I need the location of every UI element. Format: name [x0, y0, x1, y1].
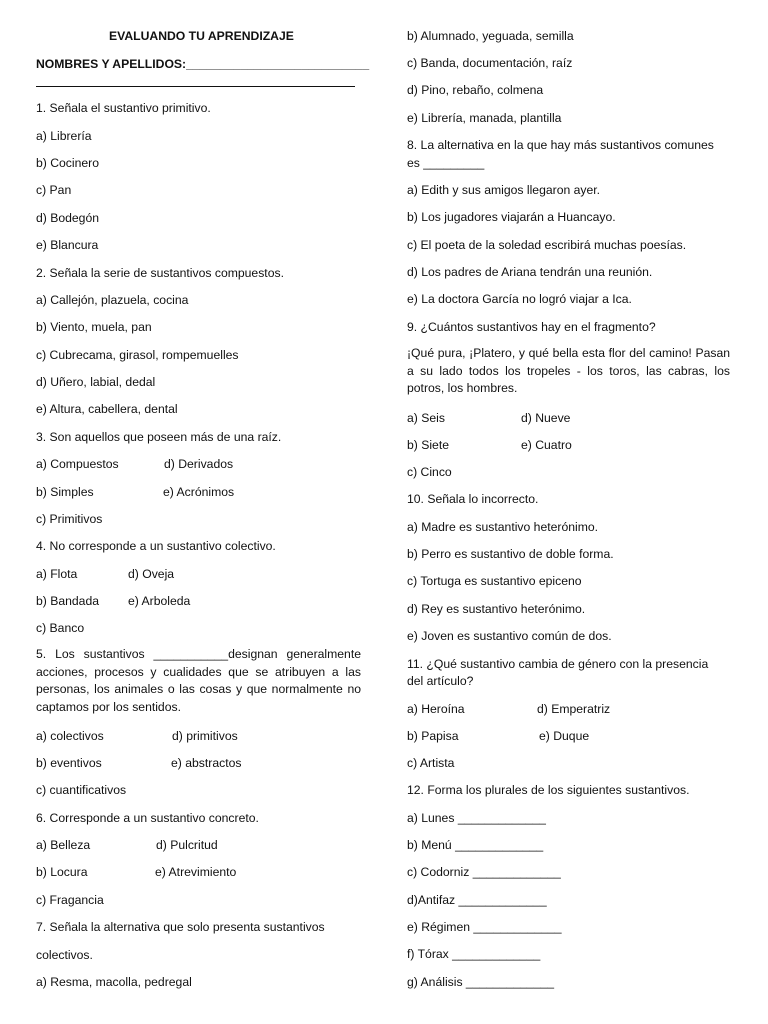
q6-option-b: b) Locura — [36, 865, 88, 879]
q2-option-c: c) Cubrecama, girasol, rompemuelles — [36, 348, 239, 362]
q11-row-ad — [407, 701, 611, 717]
q12-item-f: f) Tórax _____________ — [407, 947, 541, 961]
q10-question: 10. Señala lo incorrecto. — [407, 492, 539, 506]
q7-option-c: c) Banda, documentación, raíz — [407, 56, 573, 70]
q8-question-line2: es _________ — [407, 156, 485, 170]
q4-option-e: e) Arboleda — [128, 594, 191, 608]
q5-option-a: a) colectivos — [36, 729, 104, 743]
q12-question: 12. Forma los plurales de los siguientes sustantivos. — [407, 783, 690, 797]
q1-option-a: a) Librería — [36, 129, 92, 143]
q7-option-b: b) Alumnado, yeguada, semilla — [407, 29, 574, 43]
q11-option-c: c) Artista — [407, 756, 455, 770]
q9-passage: ¡Qué pura, ¡Platero, y qué bella esta flor del camino! Pasan a su lado todos los tropeles - los toros, las cabras, los potros, los hombres. — [407, 346, 730, 395]
q11-row-be — [407, 728, 590, 744]
q9-option-b: b) Siete — [407, 438, 450, 452]
q2-question: 2. Señala la serie de sustantivos compuestos. — [36, 266, 284, 280]
name-line — [36, 86, 355, 87]
q9-option-c: c) Cinco — [407, 465, 452, 479]
q3-row-ad — [36, 456, 234, 472]
q9-option-a: a) Seis — [407, 411, 445, 425]
q12-item-a: a) Lunes _____________ — [407, 811, 546, 825]
q3-option-d: d) Derivados — [164, 457, 234, 471]
q8-option-c: c) El poeta de la soledad escribirá muchas poesías. — [407, 238, 687, 252]
q1-option-b: b) Cocinero — [36, 156, 99, 170]
q3-option-b: b) Simples — [36, 485, 94, 499]
q7-option-d: d) Pino, rebaño, colmena — [407, 83, 544, 97]
q7-option-a: a) Resma, macolla, pedregal — [36, 975, 192, 989]
q10-option-e: e) Joven es sustantivo común de dos. — [407, 629, 612, 643]
q6-option-c: c) Fragancia — [36, 893, 104, 907]
q1-option-c: c) Pan — [36, 183, 72, 197]
q6-row-ad — [36, 837, 218, 853]
q12-item-b: b) Menú _____________ — [407, 838, 544, 852]
q7-option-e: e) Librería, manada, plantilla — [407, 111, 562, 125]
q5-option-c: c) cuantificativos — [36, 783, 127, 797]
q2-option-e: e) Altura, cabellera, dental — [36, 402, 178, 416]
q6-option-d: d) Pulcritud — [156, 838, 218, 852]
q5-row-be — [36, 755, 242, 771]
q6-question: 6. Corresponde a un sustantivo concreto. — [36, 811, 259, 825]
q4-option-c: c) Banco — [36, 621, 85, 635]
q7-question-line2: colectivos. — [36, 948, 93, 962]
q1-question: 1. Señala el sustantivo primitivo. — [36, 101, 211, 115]
q9-row-be — [407, 437, 572, 453]
q4-option-b: b) Bandada — [36, 594, 100, 608]
q4-row-ad — [36, 566, 175, 582]
q10-option-b: b) Perro es sustantivo de doble forma. — [407, 547, 614, 561]
q3-option-c: c) Primitivos — [36, 512, 103, 526]
q10-option-a: a) Madre es sustantivo heterónimo. — [407, 520, 599, 534]
q8-question-line1: 8. La alternativa en la que hay más sustantivos comunes — [407, 138, 714, 152]
q11-question-line2: del artículo? — [407, 674, 474, 688]
q12-item-g: g) Análisis _____________ — [407, 975, 555, 989]
q8-option-d: d) Los padres de Ariana tendrán una reunión. — [407, 265, 653, 279]
q4-option-a: a) Flota — [36, 567, 78, 581]
q5-row-ad — [36, 728, 238, 744]
q6-row-be — [36, 864, 237, 880]
q9-option-d: d) Nueve — [521, 411, 571, 425]
q11-option-d: d) Emperatriz — [537, 702, 611, 716]
q4-option-d: d) Oveja — [128, 567, 175, 581]
q12-item-e: e) Régimen _____________ — [407, 920, 562, 934]
q1-option-d: d) Bodegón — [36, 211, 100, 225]
q8-option-e: e) La doctora García no logró viajar a Ica. — [407, 292, 632, 306]
q10-option-d: d) Rey es sustantivo heterónimo. — [407, 602, 586, 616]
q12-item-d: d)Antifaz _____________ — [407, 893, 547, 907]
q9-question: 9. ¿Cuántos sustantivos hay en el fragmento? — [407, 320, 656, 334]
q9-option-e: e) Cuatro — [521, 438, 572, 452]
q8-option-b: b) Los jugadores viajarán a Huancayo. — [407, 210, 616, 224]
q9-row-ad — [407, 410, 571, 426]
q3-option-e: e) Acrónimos — [163, 485, 235, 499]
q12-item-c: c) Codorniz _____________ — [407, 865, 561, 879]
q1-option-e: e) Blancura — [36, 238, 99, 252]
page-title: EVALUANDO TU APRENDIZAJE — [109, 29, 294, 43]
q2-option-a: a) Callejón, plazuela, cocina — [36, 293, 189, 307]
q2-option-b: b) Viento, muela, pan — [36, 320, 152, 334]
q11-option-b: b) Papisa — [407, 729, 459, 743]
q3-row-be — [36, 484, 235, 500]
q5-option-e: e) abstractos — [171, 756, 242, 770]
q8-option-a: a) Edith y sus amigos llegaron ayer. — [407, 183, 601, 197]
q11-option-a: a) Heroína — [407, 702, 465, 716]
q4-question: 4. No corresponde a un sustantivo colectivo. — [36, 539, 276, 553]
q10-option-c: c) Tortuga es sustantivo epiceno — [407, 574, 582, 588]
q11-question-line1: 11. ¿Qué sustantivo cambia de género con la presencia — [407, 657, 709, 671]
q5-option-d: d) primitivos — [172, 729, 238, 743]
q11-option-e: e) Duque — [539, 729, 590, 743]
q2-option-d: d) Uñero, labial, dedal — [36, 375, 156, 389]
q4-row-be — [36, 593, 191, 609]
q6-option-a: a) Belleza — [36, 838, 91, 852]
q3-question: 3. Son aquellos que poseen más de una raíz. — [36, 430, 282, 444]
q6-option-e: e) Atrevimiento — [155, 865, 237, 879]
q3-option-a: a) Compuestos — [36, 457, 119, 471]
q7-question-line1: 7. Señala la alternativa que solo presenta sustantivos — [36, 920, 325, 934]
q5-option-b: b) eventivos — [36, 756, 102, 770]
q5-question: 5. Los sustantivos ___________designan generalmente acciones, procesos y cualidades que se atribuyen a las personas, los animales o las cosas y que normalmente no captamos por los sentidos. — [36, 647, 361, 714]
name-label: NOMBRES Y APELLIDOS:___________________________ — [36, 57, 370, 71]
